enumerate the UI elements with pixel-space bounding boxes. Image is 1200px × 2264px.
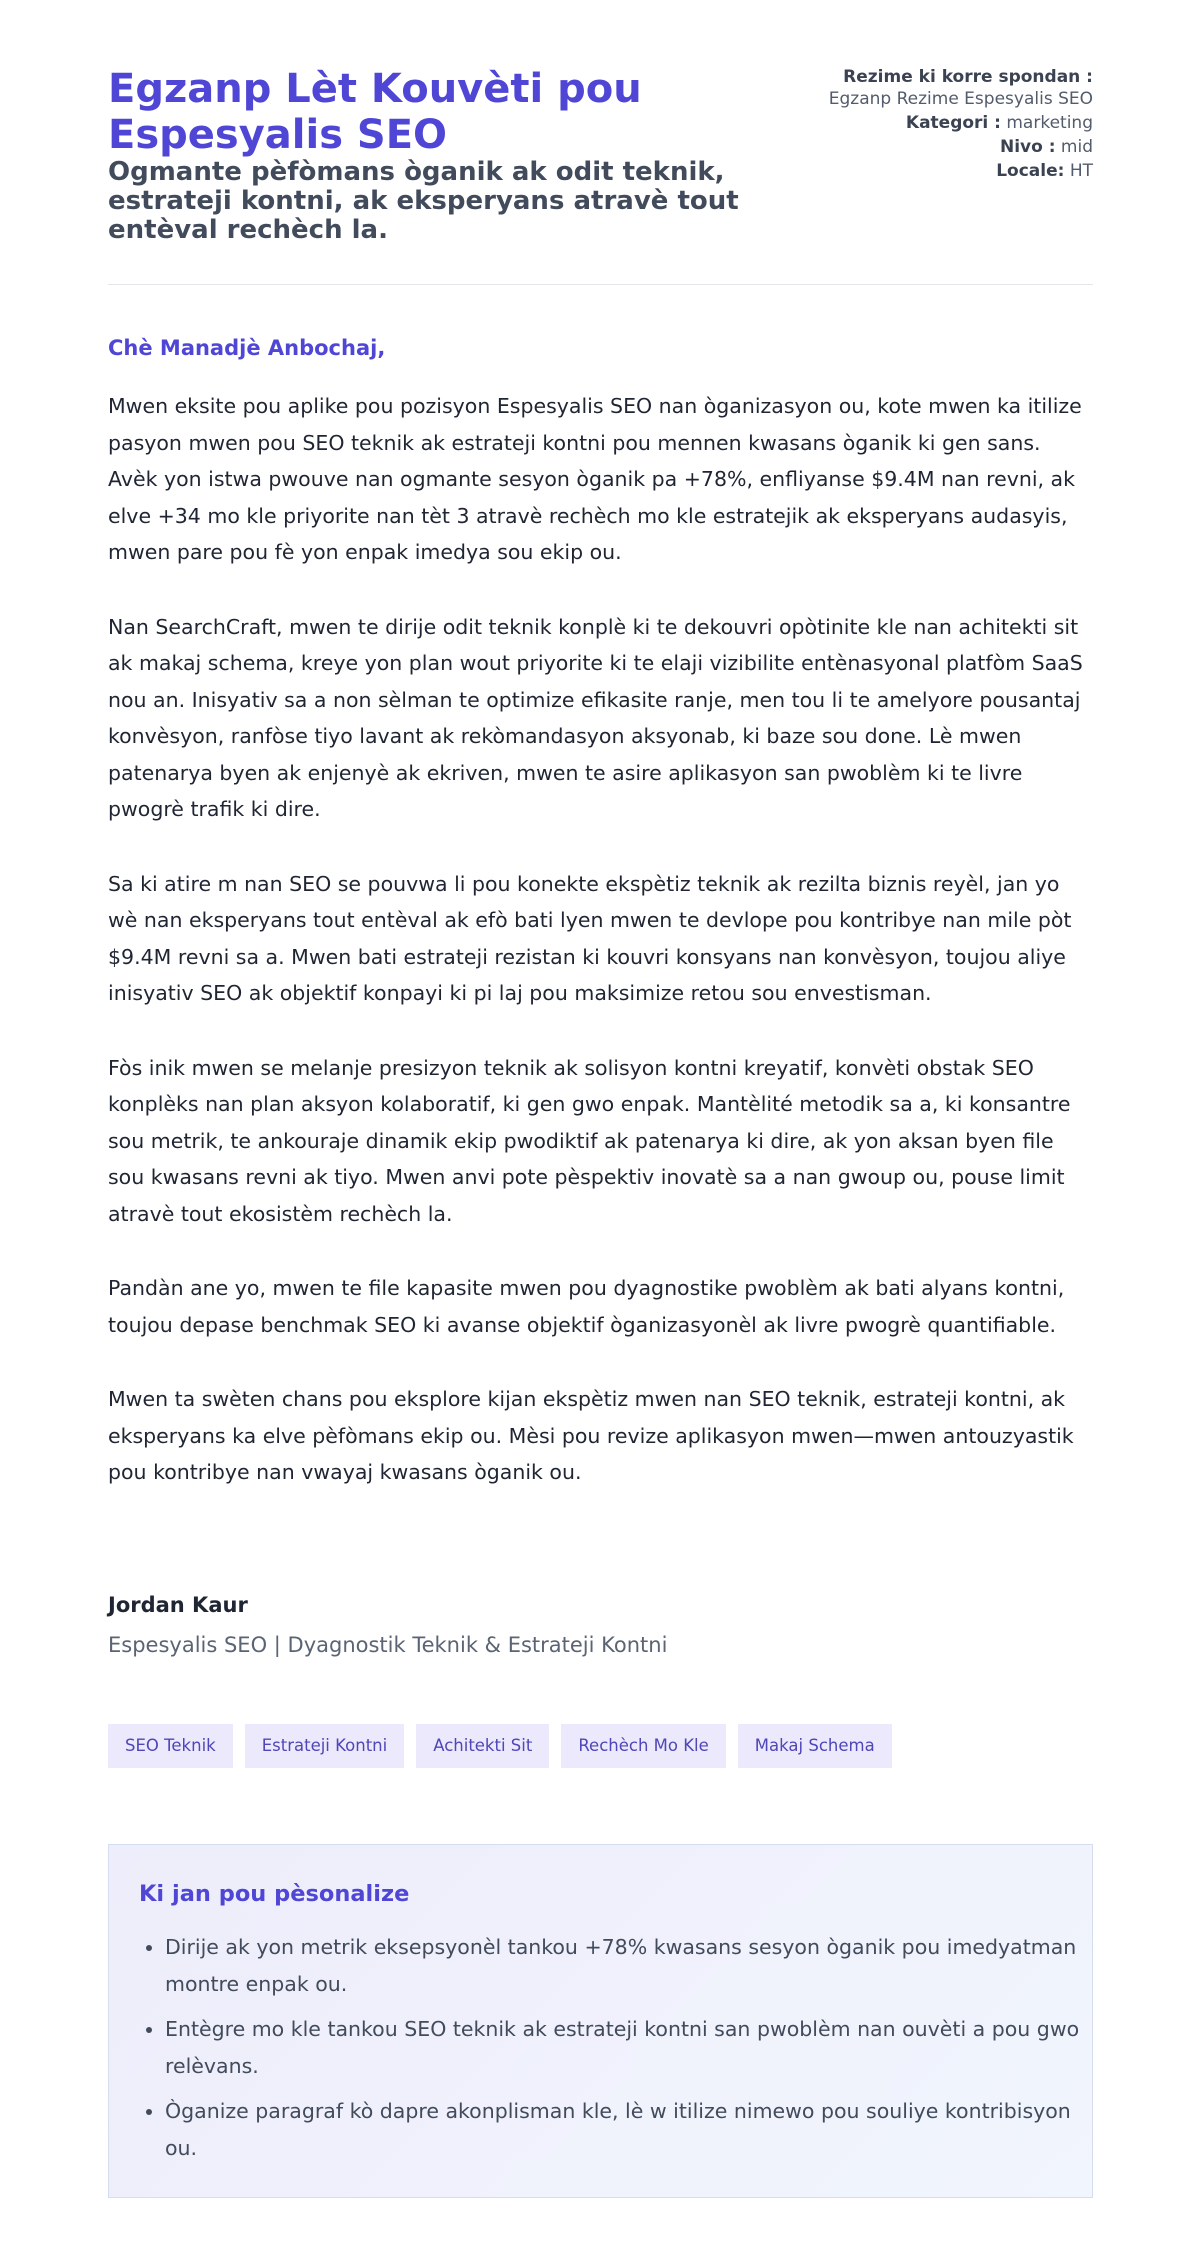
document-header [108,66,1093,286]
keyword-tag: Estrateji Kontni [245,1724,404,1768]
body-paragraph: Nan SearchCraft, mwen te dirije odit teknik konplè ki te dekouvri opòtinite kle nan achitekti sit ak makaj schema, kreye yon plan wout priyorite ki te elaji vizibilite entènasyonal platfòm SaaS nou an. Inisyativ sa a non sèlman te optimize efikasite ranje, men tou li te amelyore pousantaj konvèsyon, ranfòse tiyo lavant ak rekòmandasyon aksyonab, ki baze sou done. Lè mwen patenarya byen ak enjenyè ak ekriven, mwen te asire aplikasyon san pwoblèm ki te livre pwogrè trafik ki dire. [108,614,1083,821]
letter-body [108,388,1093,1529]
keyword-tag: Rechèch Mo Kle [561,1724,725,1768]
tip-item: • Dirije ak yon metrik eksepsyonèl tankou +78% kwasans sesyon òganik pou imedyatman montre enpak ou. [165,1929,1085,2003]
meta-summary-label: Rezime ki korre spondan : [843,67,1093,87]
body-paragraph: Sa ki atire m nan SEO se pouvwa li pou konekte ekspètiz teknik ak rezilta biznis reyèl, jan yo wè nan eksperyans tout entèval ak efò bati lyen mwen te devlope pou kontribye nan mile pòt $9.4M revni sa a. Mwen bati estrateji rezistan ki kouvri konsyans nan konvèsyon, toujou aliye inisyativ SEO ak objektif konpayi ki pi laj pou maksimize retou sou envestisman. [108,871,1072,1005]
meta-level-label: Nivo : [999,137,1056,157]
body-paragraph: Fòs inik mwen se melanje presizyon teknik ak solisyon kontni kreyatif, konvèti obstak SEO konplèks nan plan aksyon kolaboratif, ki gen gwo enpak. Mantèlité metodik sa a, ki konsantre sou metrik, te ankouraje dinamik ekip pwodiktif ak patenarya ki dire, ak yon aksan byen file sou kwasans revni ak tiyo. Mwen anvi pote pèspektiv inovatè sa a nan gwoup ou, pouse limit atravè tout ekosistèm rechèch la. [108,1055,1071,1226]
meta-level [803,136,1093,158]
letter-greeting: Chè Manadjè Anbochaj, [108,336,386,360]
keyword-tags [108,1724,892,1768]
tip-item: • Entègre mo kle tankou SEO teknik ak estrateji kontni san pwoblèm nan ouvèti a pou gwo relèvans. [165,2011,1085,2085]
meta-category [803,112,1093,134]
tips-heading: Ki jan pou pèsonalize [139,1881,410,1907]
body-paragraph: Mwen ta swèten chans pou eksplore kijan ekspètiz mwen nan SEO teknik, estrateji kontni, ak eksperyans ka elve pèfòmans ekip ou. Mèsi pou revize aplikasyon mwen—mwen antouzyastik pou kontribye nan vwayaj kwasans òganik ou. [108,1387,1074,1484]
keyword-tag: Achitekti Sit [416,1724,549,1768]
signature-block [108,1590,1093,1660]
header-divider [108,284,1093,285]
tip-item: • Òganize paragraf kò dapre akonplisman kle, lè w itilize nimewo pou souliye kontribisyon ou. [165,2093,1085,2167]
page-subtitle: Ogmante pèfòmans òganik ak odit teknik, estrateji kontni, ak eksperyans atravè tout entèval rechèch la. [108,157,739,245]
signature-name: Jordan Kaur [108,1593,248,1617]
keyword-tag: SEO Teknik [108,1724,233,1768]
customization-tips-box [108,1844,1093,2198]
meta-level-value: mid [1060,137,1093,157]
meta-category-label: Kategori : [905,113,1001,133]
tips-list [139,1929,1085,2175]
metadata-panel [803,66,1093,184]
body-paragraph: Mwen eksite pou aplike pou pozisyon Espesyalis SEO nan òganizasyon ou, kote mwen ka itilize pasyon mwen pou SEO teknik ak estrateji kontni pou mennen kwasans òganik ki gen sans. Avèk yon istwa pwouve nan ogmante sesyon òganik pa +78%, enfliyanse $9.4M nan revni, ak elve +34 mo kle priyorite nan tèt 3 atravè rechèch mo kle estratejik ak eksperyans audasyis, mwen pare pou fè yon enpak imedya sou ekip ou. [108,394,1082,564]
meta-summary [803,66,1093,110]
keyword-tag: Makaj Schema [738,1724,892,1768]
meta-locale-label: Locale: [996,161,1065,181]
meta-summary-value: Egzanp Rezime Espesyalis SEO [828,89,1093,109]
meta-category-value: marketing [1006,113,1093,133]
meta-locale [803,160,1093,182]
page-title: Egzanp Lèt Kouvèti pou Espesyalis SEO [108,66,642,158]
body-paragraph: Pandàn ane yo, mwen te file kapasite mwen pou dyagnostike pwoblèm ak bati alyans kontni, toujou depase benchmak SEO ki avanse objektif òganizasyonèl ak livre pwogrè quantifiable. [108,1276,1065,1337]
signature-title: Espesyalis SEO | Dyagnostik Teknik & Estrateji Kontni [108,1633,668,1657]
meta-locale-value: HT [1069,161,1093,181]
